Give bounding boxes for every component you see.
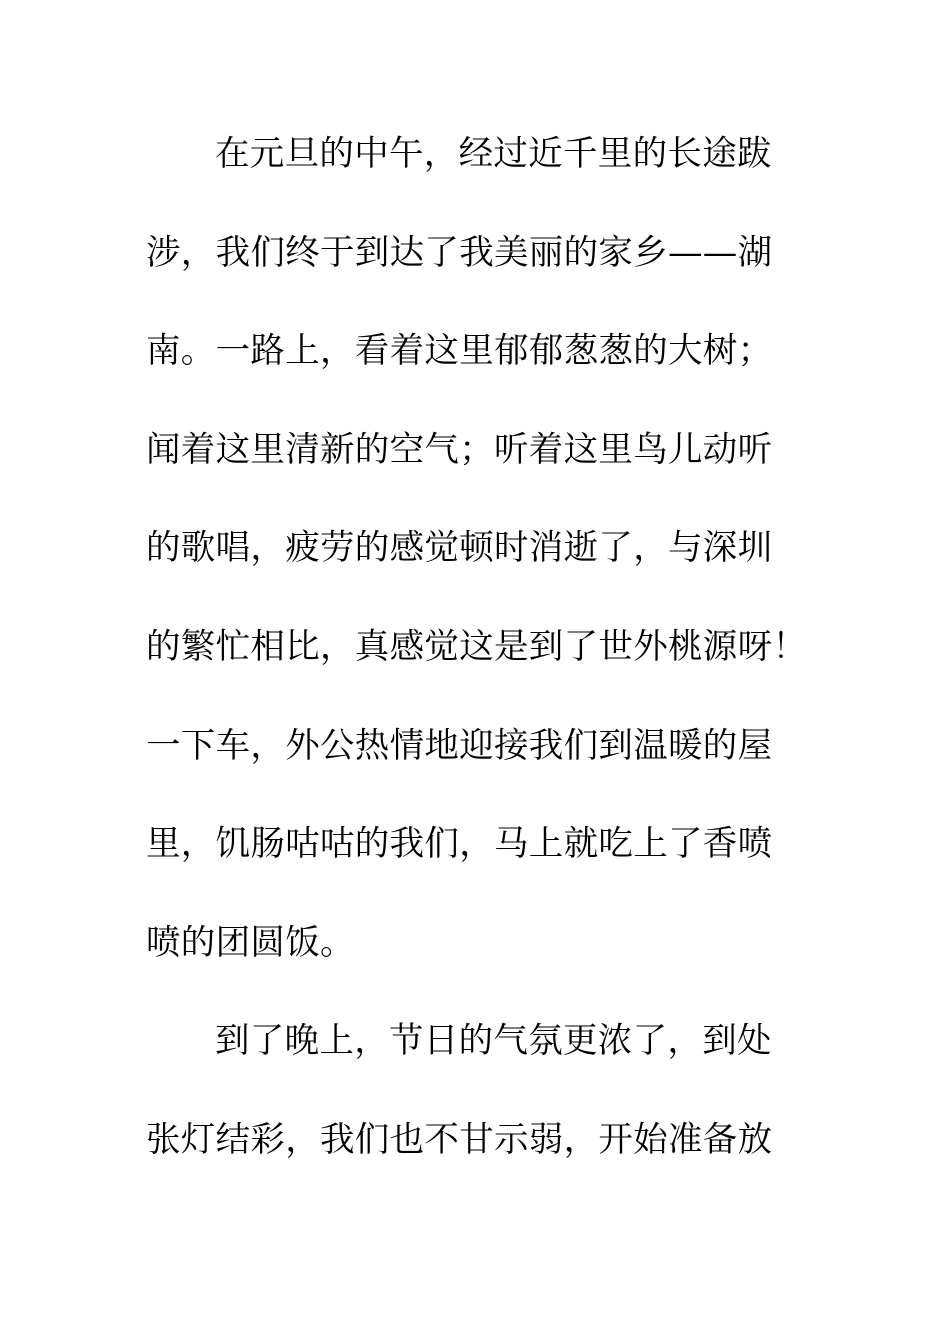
paragraph-1-line-6: 的繁忙相比，真感觉这是到了世外桃源呀！ — [146, 626, 808, 667]
paragraph-1-line-1: 在元旦的中午，经过近千里的长途跋 — [215, 134, 772, 174]
paragraph-1-line-8: 里，饥肠咕咕的我们，马上就吃上了香喷 — [146, 824, 773, 865]
body-text — [146, 125, 806, 1210]
paragraph-1-line-7: 一下车，外公热情地迎接我们到温暖的屋 — [146, 725, 773, 766]
paragraph-1-line-4: 闻着这里清新的空气；听着这里鸟儿动听 — [146, 429, 773, 470]
paragraph-1-line-5: 的歌唱，疲劳的感觉顿时消逝了，与深圳 — [146, 528, 773, 569]
paragraph-1-line-3: 南。一路上，看着这里郁郁葱葱的大树； — [146, 331, 773, 372]
paragraph-1-line-9: 喷的团圆饭。 — [146, 922, 355, 963]
paragraph-1-line-2: 涉，我们终于到达了我美丽的家乡——湖 — [146, 232, 773, 273]
paragraph-2-line-1: 到了晚上，节日的气氛更浓了，到处 — [215, 1021, 772, 1062]
paragraph-2-line-2: 张灯结彩，我们也不甘示弱，开始准备放 — [146, 1119, 773, 1160]
